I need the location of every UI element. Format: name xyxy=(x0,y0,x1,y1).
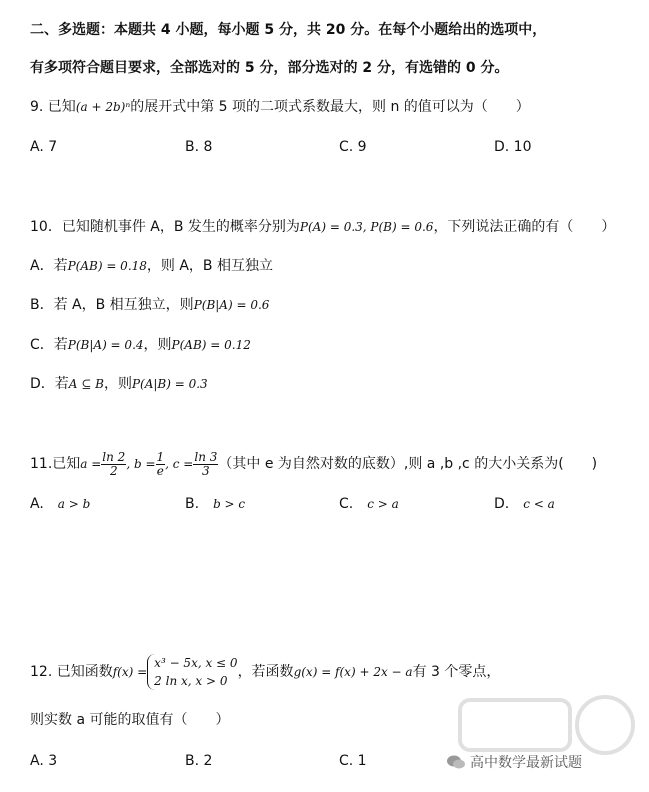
q9-option-d: D. 10 xyxy=(494,139,532,155)
q11-c-num: ln 3 xyxy=(194,449,218,464)
q10-prefix: 10．已知随机事件 A，B 发生的概率分别为 xyxy=(30,219,300,235)
q12-line2: 则实数 a 可能的取值有（ ） xyxy=(30,712,230,728)
q10-option-a xyxy=(30,256,273,276)
question-12 xyxy=(30,650,500,694)
q12-piecewise xyxy=(147,654,237,690)
q11-b-den: e xyxy=(156,463,164,478)
q12-option-c: C. 1 xyxy=(339,753,367,769)
q11-a-den: 2 xyxy=(109,463,118,478)
q11-b-lhs: , b = xyxy=(126,457,156,471)
q11-a-label: A. xyxy=(30,496,44,512)
q10-option-b xyxy=(30,295,269,315)
wechat-icon xyxy=(446,752,466,772)
q11-d-label: D. xyxy=(494,496,510,512)
q12-option-a: A. 3 xyxy=(30,753,58,769)
q12-fx: f(x) = xyxy=(112,665,148,679)
section-header-line2: 有多项符合题目要求，全部选对的 5 分，部分选对的 2 分，有选错的 0 分。 xyxy=(30,60,509,76)
question-10 xyxy=(30,217,615,237)
q9-option-b: B. 8 xyxy=(185,139,213,155)
q12-gx: g(x) = f(x) + 2x − a xyxy=(293,665,413,679)
q10-d-mid: ，则 xyxy=(103,376,132,392)
q11-a-fraction xyxy=(101,451,126,478)
q11-option-b xyxy=(185,494,245,514)
q11-c-fraction xyxy=(193,451,218,478)
q10-a-post: ，则 A，B 相互独立 xyxy=(146,258,273,274)
q11-d-expr: c < a xyxy=(523,497,555,511)
watermark-logo xyxy=(440,690,640,790)
q11-option-a xyxy=(30,494,90,514)
question-9 xyxy=(30,97,530,117)
question-11 xyxy=(30,450,597,478)
q11-option-d xyxy=(494,494,555,514)
q9-suffix: 的展开式中第 5 项的二项式系数最大，则 n 的值可以为（ ） xyxy=(130,99,530,115)
q11-a-expr: a > b xyxy=(57,497,91,511)
q12-case1: x³ − 5x, x ≤ 0 xyxy=(154,656,238,670)
q10-b-expr: P(B|A) = 0.6 xyxy=(193,298,270,312)
q12-case2: 2 ln x, x > 0 xyxy=(154,674,228,688)
q10-c-mid: ，则 xyxy=(143,337,172,353)
q11-c-lhs: , c = xyxy=(165,457,194,471)
q12-prefix: 12. 已知函数 xyxy=(30,664,113,680)
q12-mid: ，若函数 xyxy=(237,664,294,680)
q10-c-pre: C．若 xyxy=(30,337,68,353)
q10-d-expr: A ⊆ B xyxy=(68,377,104,391)
q10-c-expr: P(B|A) = 0.4 xyxy=(67,338,144,352)
q11-c-label: C. xyxy=(339,496,354,512)
q11-c-expr: c > a xyxy=(367,497,399,511)
q10-option-d xyxy=(30,374,208,394)
q11-b-label: B. xyxy=(185,496,200,512)
q9-option-a: A. 7 xyxy=(30,139,58,155)
q10-d-pre: D．若 xyxy=(30,376,69,392)
watermark-text: 高中数学最新试题 xyxy=(470,755,582,771)
q9-prefix: 9. 已知 xyxy=(30,99,76,115)
q11-a-num: ln 2 xyxy=(102,449,126,464)
q11-a-lhs: a = xyxy=(80,457,102,471)
q12-option-b: B. 2 xyxy=(185,753,213,769)
q9-option-c: C. 9 xyxy=(339,139,367,155)
section-header-line1: 二、多选题：本题共 4 小题，每小题 5 分，共 20 分。在每个小题给出的选项中， xyxy=(30,22,547,38)
q10-expr: P(A) = 0.3, P(B) = 0.6 xyxy=(299,220,434,234)
q11-option-c xyxy=(339,494,399,514)
q10-d-expr2: P(A|B) = 0.3 xyxy=(131,377,208,391)
q11-prefix: 11.已知 xyxy=(30,456,81,472)
q10-a-pre: A．若 xyxy=(30,258,68,274)
q12-suffix: 有 3 个零点， xyxy=(412,664,501,680)
q9-expr: (a + 2b)ⁿ xyxy=(75,100,131,114)
q11-suffix: （其中 e 为自然对数的底数）,则 a ,b ,c 的大小关系为( ) xyxy=(218,456,598,472)
q10-suffix: ，下列说法正确的有（ ） xyxy=(433,219,616,235)
q10-option-c xyxy=(30,335,251,355)
q10-b-pre: B．若 A，B 相互独立，则 xyxy=(30,297,194,313)
q11-c-den: 3 xyxy=(202,463,210,478)
q11-b-fraction xyxy=(156,451,166,478)
q11-b-expr: b > c xyxy=(213,497,246,511)
q10-a-expr: P(AB) = 0.18 xyxy=(67,259,147,273)
q10-c-expr2: P(AB) = 0.12 xyxy=(171,338,251,352)
q11-b-num: 1 xyxy=(156,449,165,464)
